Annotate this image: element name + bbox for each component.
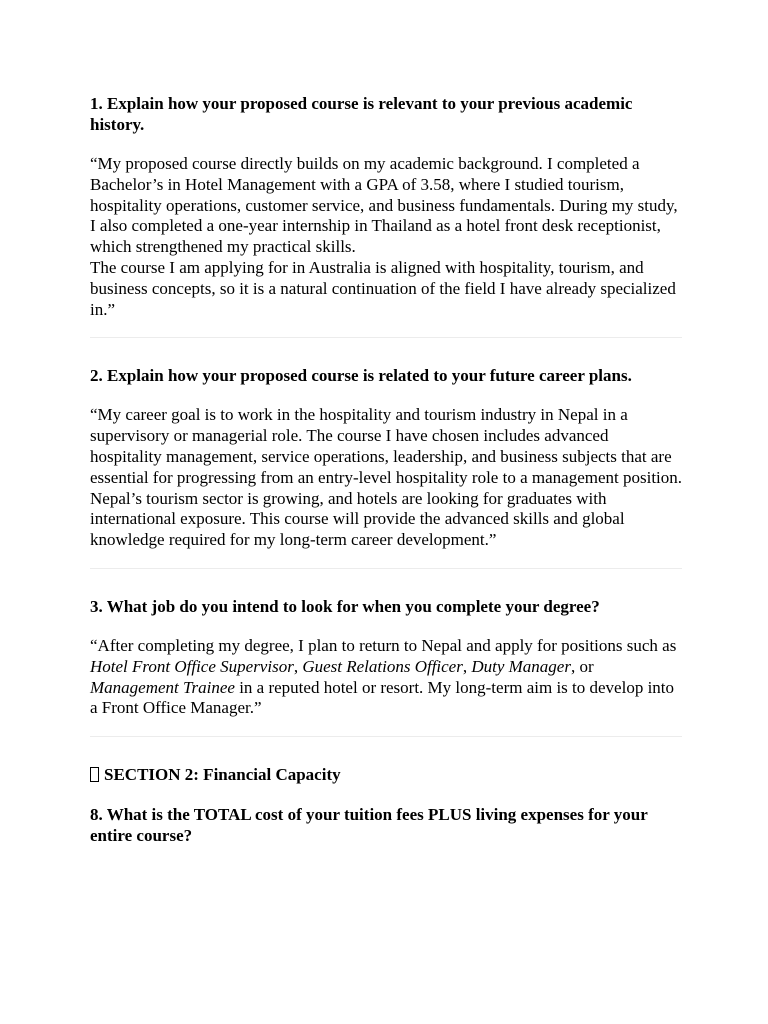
separator: , or (570, 656, 594, 676)
answer-2-paragraph-1: “My career goal is to work in the hospitality and tourism industry in Nepal in a supervisory or managerial role. The course I have chosen includes advanced hospitality management, service operations, leadership, and business subjects that are essential for progressing from an entry-level hospitality role to a management position. (90, 405, 683, 487)
answer-1 (90, 154, 682, 320)
question-3: 3. What job do you intend to look for when you complete your degree? (90, 596, 600, 616)
question-1: 1. Explain how your proposed course is relevant to your previous academic history. (90, 94, 633, 134)
answer-3-paragraph (90, 636, 682, 719)
separator: , (462, 656, 472, 676)
separator: , (293, 656, 303, 676)
answer-3-lead: “After completing my degree, I plan to return to Nepal and apply for positions such as (90, 635, 677, 655)
job-title-4: Management Trainee (90, 677, 235, 697)
question-2: 2. Explain how your proposed course is related to your future career plans. (90, 366, 632, 386)
answer-3-tail: in a reputed hotel or resort. My long-term aim is to develop into a Front Office Manager.” (90, 677, 675, 718)
answer-1-paragraph-2: The course I am applying for in Australia is aligned with hospitality, tourism, and business concepts, so it is a natural continuation of the field I have already specialized in.” (90, 257, 676, 319)
answer-1-paragraph-1: “My proposed course directly builds on my academic background. I completed a Bachelor’s in Hotel Management with a GPA of 3.58, where I studied tourism, hospitality operations, customer service, and business fundamentals. During my study, I also completed a one-year internship in Thailand as a hotel front desk receptionist, which strengthened my practical skills. (90, 154, 678, 257)
job-title-2: Guest Relations Officer (302, 656, 463, 676)
answer-3 (90, 636, 682, 719)
question-8: 8. What is the TOTAL cost of your tuition fees PLUS living expenses for your entire course? (90, 805, 648, 846)
section-heading (90, 764, 682, 785)
missing-glyph-icon (90, 767, 99, 782)
document-content (90, 93, 682, 846)
job-title-1: Hotel Front Office Supervisor (90, 656, 294, 676)
section-title: SECTION 2: Financial Capacity (104, 765, 341, 785)
answer-2-paragraph-2: Nepal’s tourism sector is growing, and hotels are looking for graduates with international exposure. This course will provide the advanced skills and global knowledge required for my long-term career development.” (90, 488, 625, 550)
job-title-3: Duty Manager (471, 656, 571, 676)
answer-2 (90, 405, 682, 551)
